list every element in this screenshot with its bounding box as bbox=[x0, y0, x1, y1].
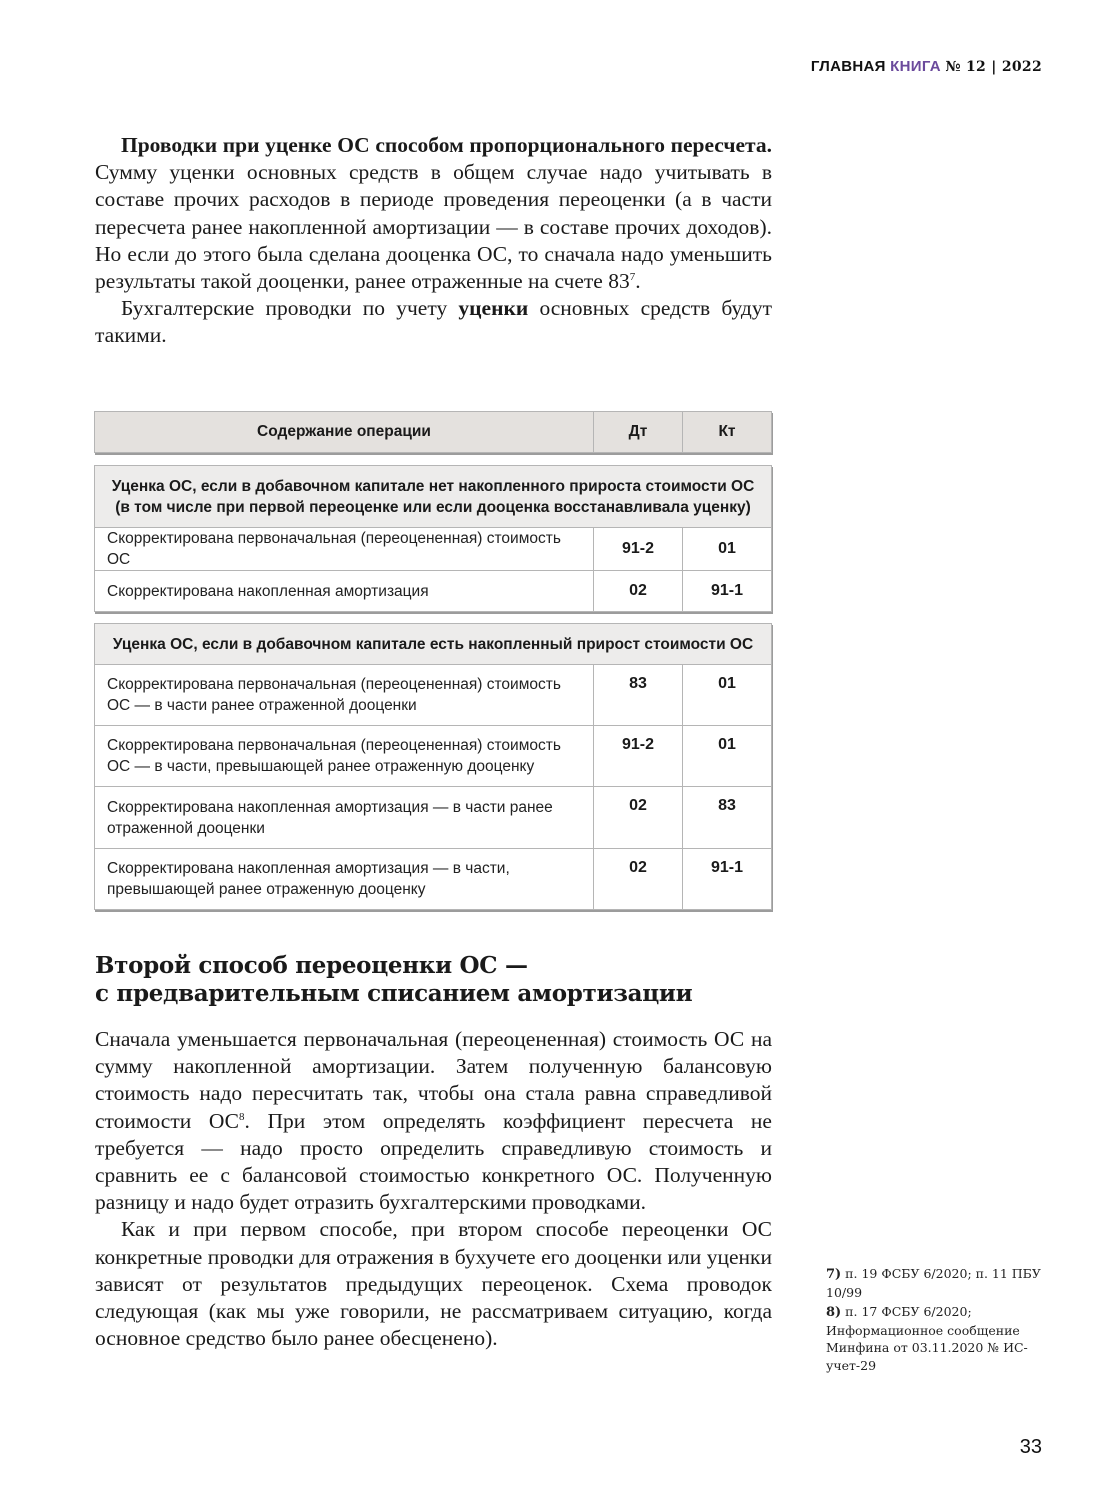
footnote bbox=[826, 1265, 1056, 1301]
operation-cell: Скорректирована накопленная амортизация — в части, превышающей ранее отраженную дооценку bbox=[95, 849, 594, 910]
table-row bbox=[95, 528, 772, 571]
emphasis: уценки bbox=[458, 296, 529, 321]
debit-cell: 02 bbox=[594, 571, 683, 612]
table-row bbox=[95, 787, 772, 849]
footnote-ref: 8 bbox=[239, 1110, 245, 1123]
operation-cell: Скорректирована первоначальная (переоцененная) стоимость ОС — в части, превышающей ранее отраженную дооценку bbox=[95, 726, 594, 787]
page-number: 33 bbox=[1019, 1436, 1042, 1458]
section-2-text bbox=[95, 1026, 772, 1352]
operation-cell: Скорректирована первоначальная (переоцененная) стоимость ОС — в части ранее отраженной дооценки bbox=[95, 665, 594, 726]
debit-cell: 91-2 bbox=[594, 528, 683, 571]
group-title-row bbox=[95, 466, 772, 528]
section-heading-line: Второй способ переоценки ОС — bbox=[95, 952, 528, 979]
paragraph-text: . bbox=[635, 269, 641, 294]
magazine-header bbox=[811, 58, 1042, 75]
debit-cell: 83 bbox=[594, 665, 683, 726]
entries-table-header bbox=[94, 411, 772, 453]
section-heading bbox=[95, 952, 692, 1008]
table-row bbox=[95, 571, 772, 612]
debit-cell: 02 bbox=[594, 849, 683, 910]
footnote-text: п. 17 ФСБУ 6/2020; Информационное сообщение Минфина от 03.11.2020 № ИС-учет-29 bbox=[826, 1304, 1028, 1373]
credit-cell: 01 bbox=[683, 528, 772, 571]
operation-cell: Скорректирована первоначальная (переоцененная) стоимость ОС bbox=[95, 528, 594, 571]
paragraph-text: Бухгалтерские проводки по учету bbox=[121, 296, 459, 321]
debit-cell: 02 bbox=[594, 787, 683, 849]
footnote bbox=[826, 1303, 1056, 1374]
paragraph bbox=[95, 132, 772, 295]
footnote-text: п. 19 ФСБУ 6/2020; п. 11 ПБУ 10/99 bbox=[826, 1266, 1041, 1300]
debit-cell: 91-2 bbox=[594, 726, 683, 787]
table-row bbox=[95, 665, 772, 726]
paragraph: Как и при первом способе, при втором способе переоценки ОС конкретные проводки для отражения в бухучете его дооценки или уценки зависят от результатов предыдущих переоценок. Схема проводок следующая (как мы уже говорили, не рассматриваем ситуацию, когда основное средство было ранее обесценено). bbox=[95, 1217, 772, 1351]
magazine-name: ГЛАВНАЯ bbox=[810, 58, 886, 75]
entries-table-group-2 bbox=[94, 623, 772, 910]
table-row bbox=[95, 849, 772, 910]
section-heading-line: с предварительным списанием амортизации bbox=[95, 980, 693, 1007]
credit-cell: 91-1 bbox=[683, 849, 772, 910]
paragraph bbox=[95, 295, 772, 349]
credit-cell: 83 bbox=[683, 787, 772, 849]
credit-cell: 01 bbox=[683, 726, 772, 787]
paragraph-text: основных средств будут такими. bbox=[95, 296, 772, 348]
credit-cell: 01 bbox=[683, 665, 772, 726]
footnote-ref: 7 bbox=[629, 270, 636, 283]
paragraph-text: Сумму уценки основных средств в общем случае надо учитывать в составе прочих расходов в периоде проведения переоценки (а в части пересчета ранее накопленной амортизации — в составе прочих доходов). Но если до этого была сделана дооценка ОС, то сначала надо уменьшить результаты такой дооценки, ранее отраженные на счете 83 bbox=[95, 160, 772, 294]
operation-cell: Скорректирована накопленная амортизация bbox=[95, 571, 594, 612]
group-title: Уценка ОС, если в добавочном капитале нет накопленного прироста стоимости ОС (в том числе при первой переоценке или если дооценка восстанавливала уценку) bbox=[95, 466, 772, 528]
paragraph-text: . При этом определять коэффициент пересчета не требуется — надо просто определить справедливую стоимость и сравнить ее с балансовой стоимостью конкретного ОС. Полученную разницу и надо будет отразить бухгалтерскими проводками. bbox=[95, 1108, 772, 1215]
table-header-row bbox=[95, 412, 772, 453]
credit-cell: 91-1 bbox=[683, 571, 772, 612]
footnote-number: 8) bbox=[826, 1305, 842, 1321]
table-row bbox=[95, 726, 772, 787]
column-header-credit: Кт bbox=[683, 412, 772, 453]
magazine-name-accent: КНИГА bbox=[890, 58, 941, 75]
paragraph bbox=[95, 1026, 772, 1216]
footnote-number: 7) bbox=[826, 1267, 842, 1282]
paragraph-text: Сначала уменьшается первоначальная (переоцененная) стоимость ОС на сумму накопленной амортизации. Затем полученную балансовую стоимость надо пересчитать так, чтобы она стала равна справедливой стоимости ОС bbox=[95, 1027, 772, 1133]
section-1-text bbox=[95, 132, 772, 350]
footnotes bbox=[826, 1265, 1056, 1377]
entries-table-group-1 bbox=[94, 465, 772, 612]
group-title-row bbox=[95, 624, 772, 665]
group-title: Уценка ОС, если в добавочном капитале есть накопленный прирост стоимости ОС bbox=[95, 624, 772, 665]
operation-cell: Скорректирована накопленная амортизация — в части ранее отраженной дооценки bbox=[95, 787, 594, 849]
column-header-operation: Содержание операции bbox=[95, 412, 594, 453]
column-header-debit: Дт bbox=[594, 412, 683, 453]
paragraph-lead-heading: Проводки при уценке ОС способом пропорционального пересчета. bbox=[121, 133, 772, 157]
issue-number: № 12 | 2022 bbox=[945, 59, 1042, 75]
